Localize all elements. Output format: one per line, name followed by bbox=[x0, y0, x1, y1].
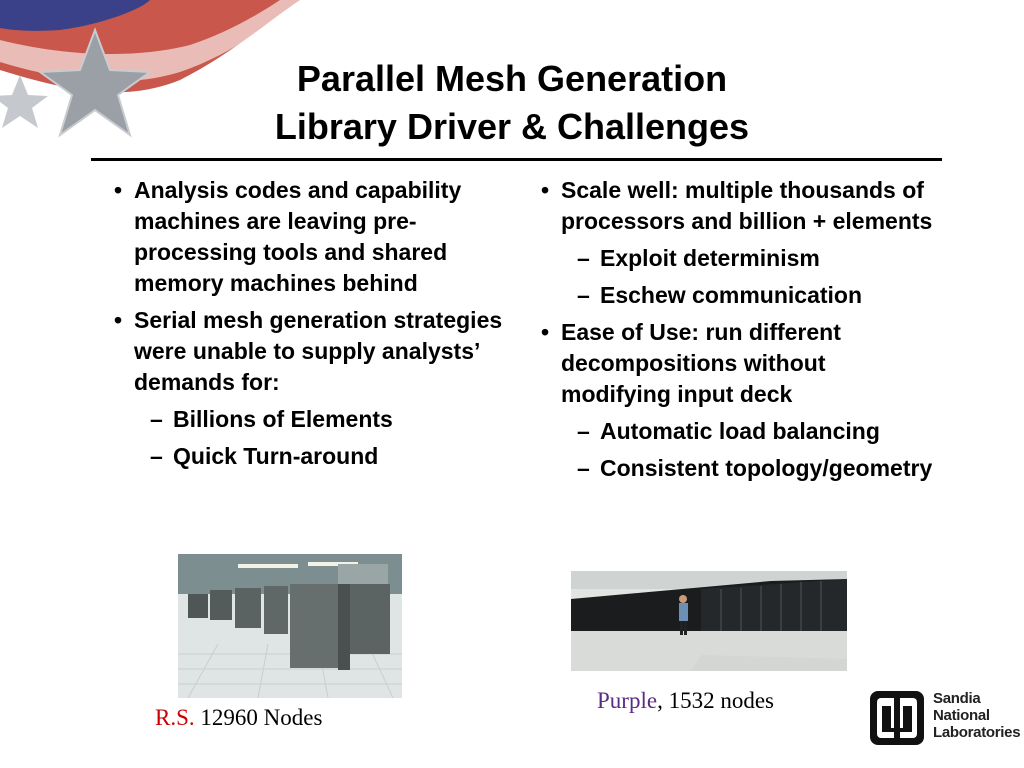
purple-node-count: , 1532 nodes bbox=[657, 688, 774, 713]
dash-marker: – bbox=[577, 245, 590, 271]
bullet-item bbox=[541, 175, 941, 237]
bullet-marker: • bbox=[114, 177, 123, 203]
sub-bullet-item bbox=[541, 243, 941, 274]
red-storm-caption bbox=[155, 705, 322, 731]
dash-marker: – bbox=[577, 418, 590, 444]
bullet-text: Serial mesh generation strategies were unable to supply analysts’ demands for: bbox=[134, 307, 503, 395]
logo-line-1: Sandia bbox=[933, 690, 981, 707]
bullet-text: Ease of Use: run different decompositions without modifying input deck bbox=[561, 319, 841, 407]
sub-bullet-item bbox=[541, 453, 941, 484]
sub-bullet-text: Exploit determinism bbox=[600, 245, 820, 271]
red-storm-photo bbox=[178, 554, 402, 698]
sub-bullet-text: Automatic load balancing bbox=[600, 418, 880, 444]
purple-photo bbox=[571, 571, 847, 671]
red-storm-node-count: 12960 Nodes bbox=[194, 705, 323, 730]
slide-title-line-1: Parallel Mesh Generation bbox=[296, 58, 728, 99]
bullet-marker: • bbox=[541, 177, 550, 203]
sub-bullet-text: Consistent topology/geometry bbox=[600, 455, 933, 481]
title-divider bbox=[91, 158, 942, 161]
bullet-marker: • bbox=[114, 307, 123, 333]
purple-caption bbox=[597, 688, 774, 714]
sub-bullet-text: Billions of Elements bbox=[173, 406, 393, 432]
sub-bullet-item bbox=[114, 441, 514, 472]
sandia-logo-text bbox=[933, 690, 1020, 741]
slide-title-line-2: Library Driver & Challenges bbox=[274, 106, 750, 147]
red-storm-name: R.S. bbox=[155, 705, 195, 730]
dash-marker: – bbox=[150, 406, 163, 432]
purple-name: Purple bbox=[597, 688, 658, 713]
dash-marker: – bbox=[577, 455, 590, 481]
sub-bullet-item bbox=[541, 416, 941, 447]
sub-bullet-item bbox=[541, 280, 941, 311]
bullet-text: Scale well: multiple thousands of processors and billion + elements bbox=[561, 177, 933, 234]
dash-marker: – bbox=[577, 282, 590, 308]
sub-bullet-item bbox=[114, 404, 514, 435]
bullet-marker: • bbox=[541, 319, 550, 345]
bullet-item bbox=[114, 175, 514, 299]
left-bullet-column bbox=[114, 175, 514, 478]
sub-bullet-text: Eschew communication bbox=[600, 282, 863, 308]
bullet-text: Analysis codes and capability machines are leaving pre-processing tools and shared memory machines behind bbox=[134, 177, 462, 296]
logo-line-2: National bbox=[933, 707, 990, 724]
logo-line-3: Laboratories bbox=[933, 724, 1021, 741]
bullet-item bbox=[541, 317, 941, 410]
right-bullet-column bbox=[541, 175, 941, 490]
bullet-item bbox=[114, 305, 514, 398]
dash-marker: – bbox=[150, 443, 163, 469]
sub-bullet-text: Quick Turn-around bbox=[173, 443, 379, 469]
